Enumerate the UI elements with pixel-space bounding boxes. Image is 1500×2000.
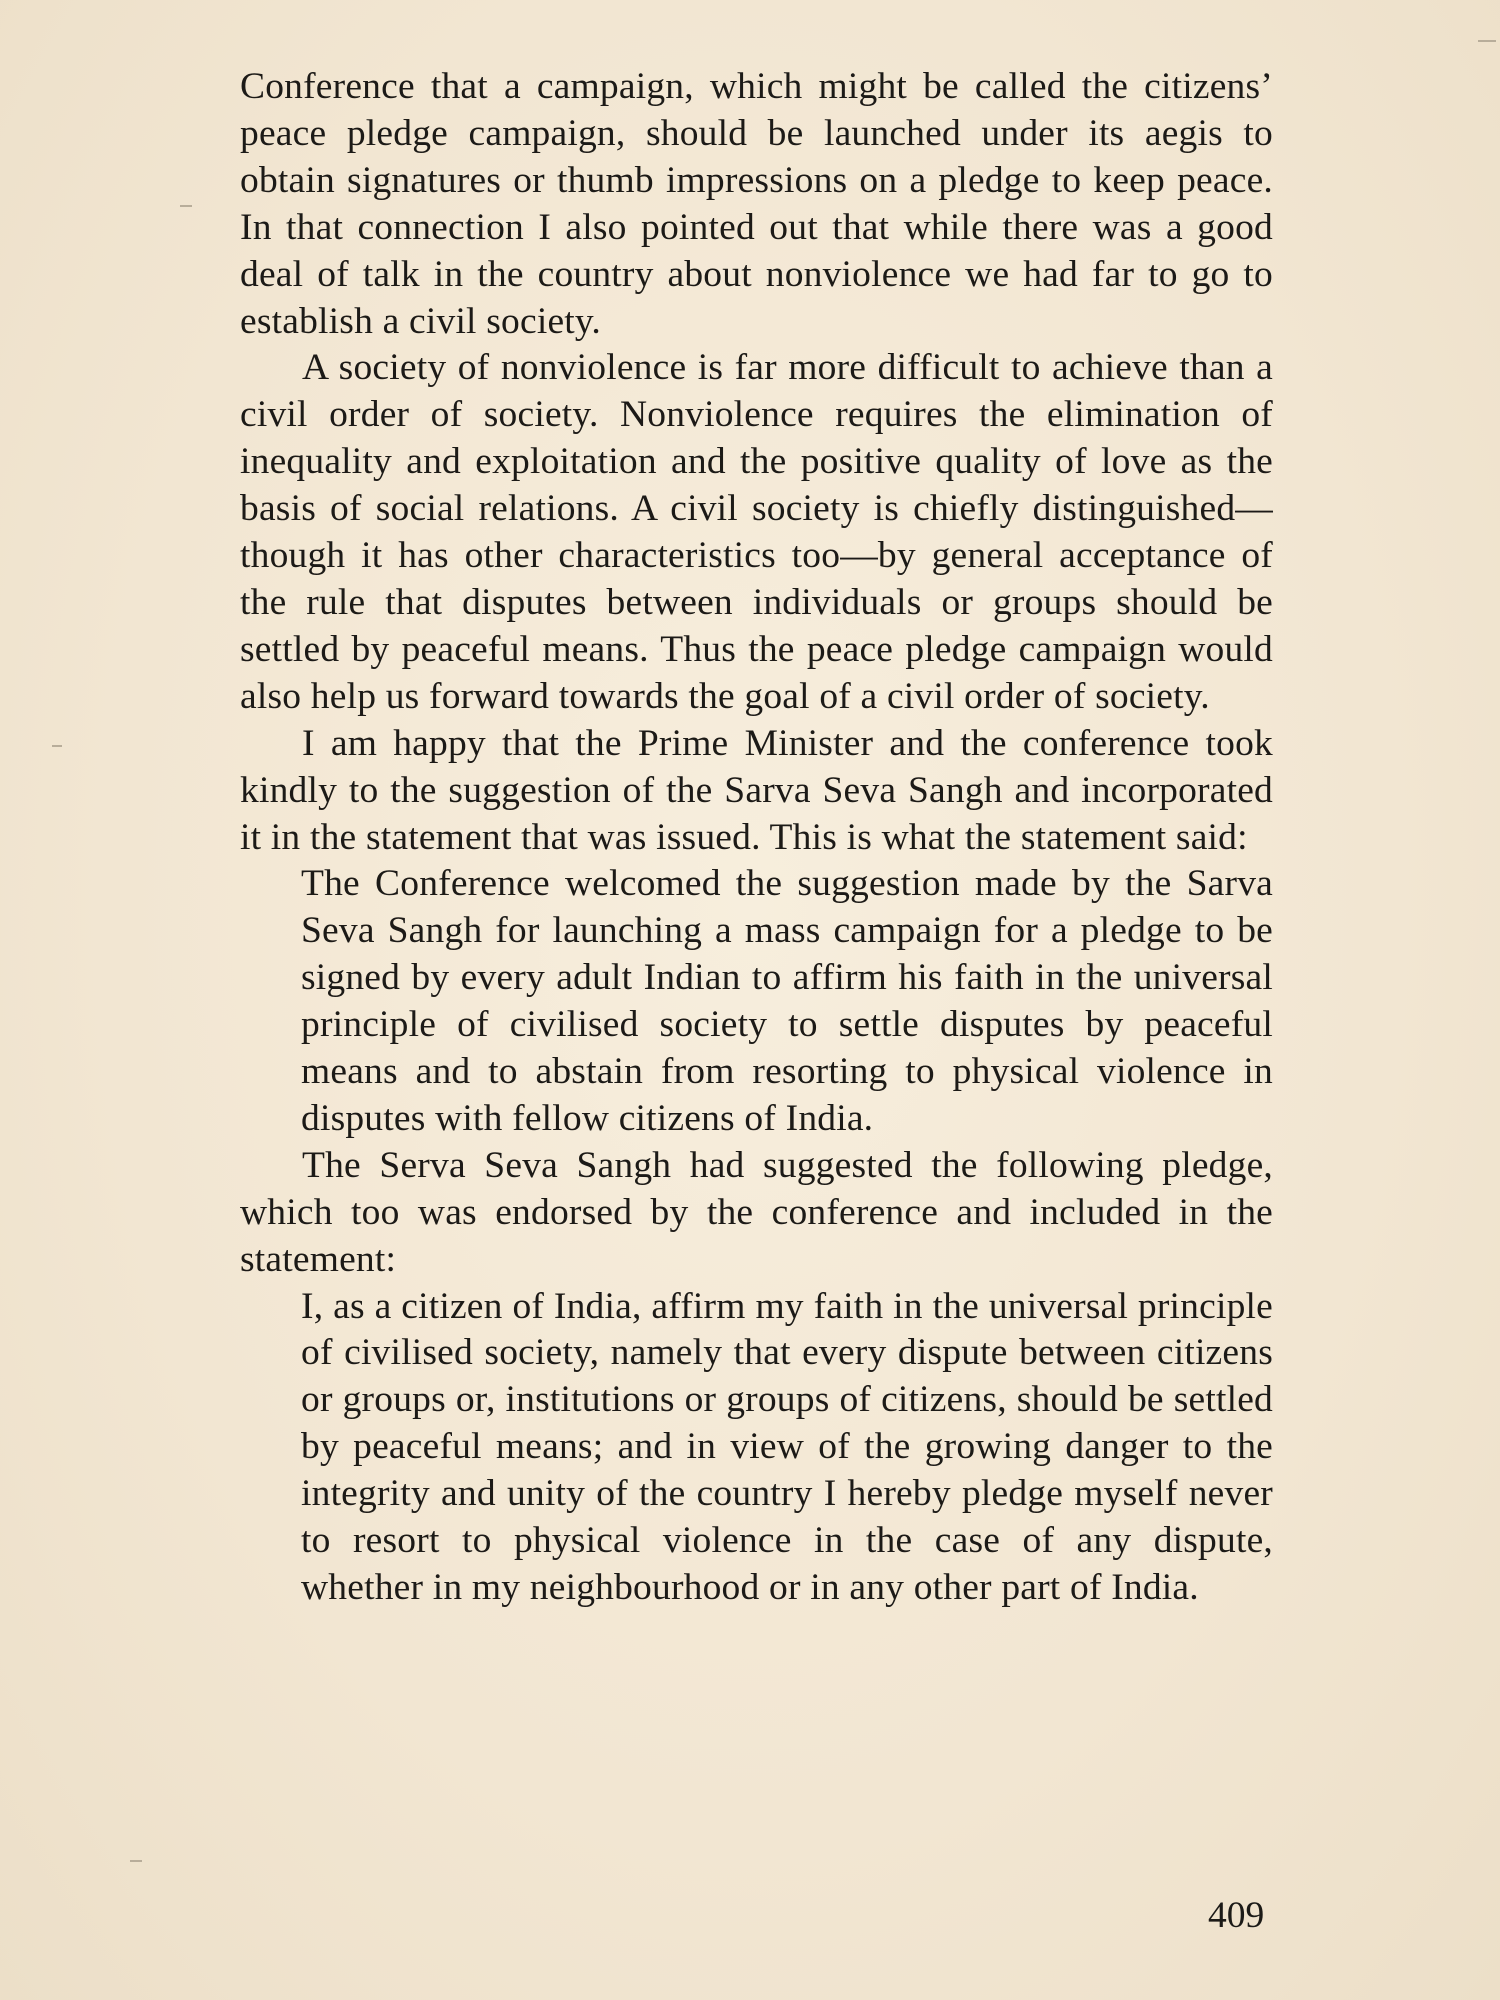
paragraph-prime-minister: I am happy that the Prime Minister and the conference took kindly to the suggestion of the Sarva Seva Sangh and incorporated it in the statement that was issued. This is what the statement said:	[240, 722, 1273, 858]
paragraph-nonviolence: A society of nonviolence is far more difficult to achieve than a civil order of society. Nonviolence requires the elimination of inequality and exploitation and the positive quality of love as the basis of social relations. A civil society is chiefly distinguished—though it has other characteristics too—by general acceptance of the rule that disputes between individuals or groups should be settled by peaceful means. Thus the peace pledge campaign would also help us forward towards the goal of a civil order of society.	[240, 347, 1273, 717]
body-text	[240, 64, 1273, 1612]
page-number: 409	[1208, 1895, 1265, 1936]
block-quote-pledge: I, as a citizen of India, affirm my faith in the universal principle of civilised society, namely that every dispute between citizens or groups or, institutions or groups of citizens, should be settled by peaceful means; and in view of the growing danger to the integrity and unity of the country I hereby pledge myself never to resort to physical violence in the case of any dispute, whether in my neighbourhood or in any other part of India.	[301, 1285, 1273, 1608]
page-edge-mark	[130, 1860, 142, 1862]
page-edge-mark	[1478, 40, 1496, 42]
page-edge-mark	[52, 745, 62, 747]
block-quote-statement: The Conference welcomed the suggestion made by the Sarva Seva Sangh for launching a mass campaign for a pledge to be signed by every adult Indian to affirm his faith in the universal principle of civilised society to settle disputes by peaceful means and to abstain from resorting to physical violence in disputes with fellow citizens of India.	[301, 863, 1273, 1139]
paragraph-pledge-intro: The Serva Seva Sangh had suggested the following pledge, which too was endorsed by the conference and included in the statement:	[240, 1144, 1273, 1280]
paragraph-continuation: Conference that a campaign, which might be called the citizens’ peace pledge campaign, should be launched under its aegis to obtain signatures or thumb impressions on a pledge to keep peace. In that connection I also pointed out that while there was a good deal of talk in the country about nonviolence we had far to go to establish a civil society.	[240, 66, 1273, 342]
page-edge-mark	[180, 205, 192, 207]
